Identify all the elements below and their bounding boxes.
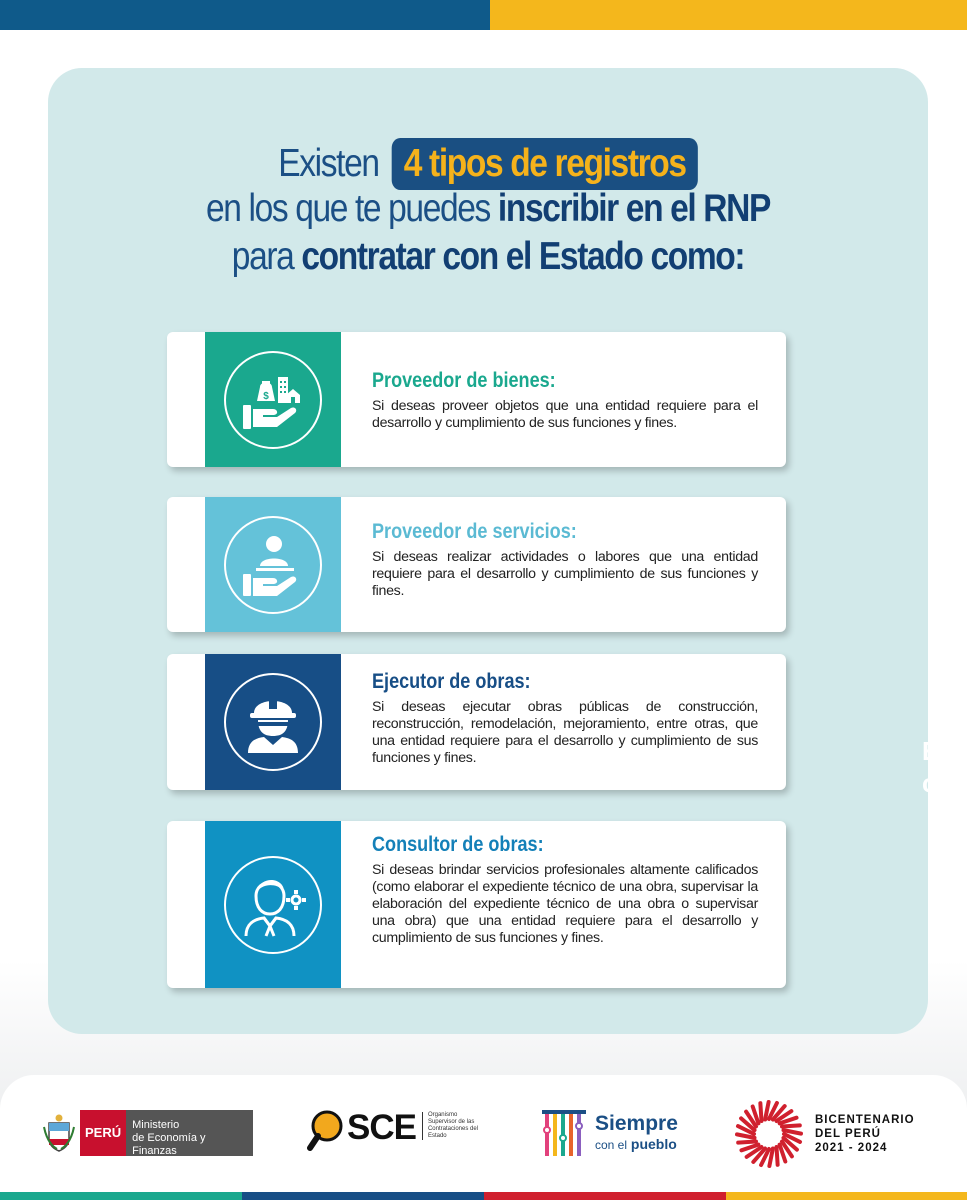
card-ejecutor-obras: [167, 654, 786, 790]
hand-money-buildings-icon: [224, 351, 322, 449]
headline-existen: Existen: [278, 142, 379, 185]
top-bar-yellow: [490, 0, 967, 30]
magnifier-icon: [307, 1108, 345, 1154]
cropped-edge-text: E c: [922, 736, 940, 798]
headline-line-3: [110, 234, 867, 282]
card-proveedor-bienes: [167, 332, 786, 467]
headline-line2-bold: inscribir en el RNP: [497, 187, 770, 230]
peru-label: PERÚ: [80, 1110, 126, 1156]
osce-wordmark: SCE: [347, 1108, 416, 1147]
mef-logo: [42, 1110, 253, 1156]
card-consultor-obras: [167, 821, 786, 988]
card-title: Consultor de obras:: [372, 833, 544, 856]
bicentenario-text: BICENTENARIO DEL PERÚ 2021 - 2024: [815, 1114, 915, 1154]
peru-coat-of-arms-icon: [42, 1113, 76, 1153]
card-icon-box: [205, 654, 341, 790]
bottom-stripe-yellow: [726, 1192, 967, 1200]
bottom-stripe-red: [484, 1192, 726, 1200]
ministry-label: Ministerio de Economía y Finanzas: [126, 1110, 253, 1156]
card-description: Si deseas realizar actividades o labores que una entidad requiere para el desarrollo y cumplimiento de sus funciones y fines.: [372, 549, 758, 599]
bottom-stripe-green: [0, 1192, 242, 1200]
headline: [48, 138, 928, 282]
construction-worker-helmet-icon: [224, 673, 322, 771]
headline-line-1: [110, 138, 867, 186]
headline-line3-bold: contratar con el Estado como:: [301, 235, 745, 278]
card-title: Proveedor de servicios:: [372, 520, 577, 543]
hand-person-service-icon: [224, 516, 322, 614]
card-description: Si deseas proveer objetos que una entidad requiere para el desarrollo y cumplimiento de sus funciones y fines.: [372, 398, 758, 431]
bicentenario-sunburst-icon: [733, 1098, 805, 1170]
osce-subtitle: Organismo Supervisor de las Contrataciones del Estado: [422, 1112, 480, 1140]
headline-line3-light: para: [231, 235, 294, 278]
card-text: [372, 519, 758, 600]
colorful-threads-icon: [541, 1108, 587, 1158]
card-icon-box: [205, 332, 341, 467]
siempre-con-el-pueblo-logo: [541, 1108, 678, 1158]
card-text: [372, 669, 758, 767]
card-title: Ejecutor de obras:: [372, 670, 531, 693]
card-proveedor-servicios: [167, 497, 786, 632]
card-icon-box: [205, 821, 341, 988]
card-text: [372, 832, 758, 947]
card-title: Proveedor de bienes:: [372, 369, 556, 392]
headline-highlight: 4 tipos de registros: [392, 138, 698, 190]
card-text: [372, 368, 758, 432]
headline-line-2: [110, 186, 867, 234]
card-icon-box: [205, 497, 341, 632]
sunburst-ray: [777, 1147, 778, 1165]
osce-logo: [307, 1108, 480, 1154]
card-description: Si deseas ejecutar obras públicas de construcción, reconstrucción, remodelación, mejoramiento, entre otras, que una entidad requiere para el desarrollo y cumplimiento de sus funciones y fines.: [372, 699, 758, 766]
card-description: Si deseas brindar servicios profesionales altamente calificados (como elaborar el expediente técnico de una obra, supervisar la elaboración del expediente técnico de una obra o supervisar una obra) que una entidad requiere para el desarrollo y cumplimiento de sus funciones y fines.: [372, 862, 758, 946]
bicentenario-logo: [733, 1098, 915, 1170]
sunburst-ray: [760, 1103, 761, 1121]
siempre-text: Siempre con el pueblo: [595, 1111, 678, 1152]
headline-line2-light: en los que te puedes: [206, 187, 490, 230]
bottom-stripe-navy: [242, 1192, 484, 1200]
svg-text:$: $: [263, 390, 269, 402]
sunburst-ray: [738, 1142, 756, 1143]
sunburst-ray: [782, 1125, 800, 1126]
top-bar-blue: [0, 0, 490, 30]
consultant-gear-icon: [224, 856, 322, 954]
